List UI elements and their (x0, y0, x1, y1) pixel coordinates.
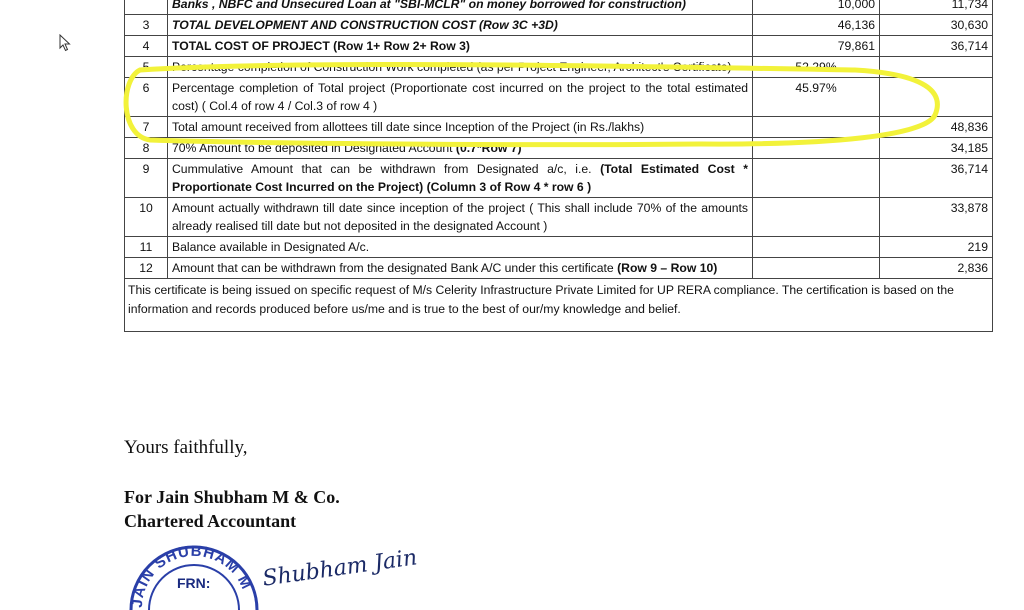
table-row (125, 0, 993, 15)
row-description: Amount actually withdrawn till date since inception of the project ( This shall include 70% of the amounts already realised till date but not deposited in the designated Account ) (168, 198, 753, 237)
row-value-incurred: 34,185 (880, 138, 993, 159)
table-row (125, 36, 993, 57)
row-value-incurred: 48,836 (880, 117, 993, 138)
table-row (125, 198, 993, 237)
row-value-incurred: 36,714 (880, 159, 993, 198)
table-row (125, 237, 993, 258)
row-number: 8 (125, 138, 168, 159)
firm-name: For Jain Shubham M & Co. (124, 487, 340, 507)
stamp-frn-label: FRN: (177, 575, 211, 591)
table-row (125, 159, 993, 198)
row-number: 12 (125, 258, 168, 279)
stamp-ring-text: JAIN SHUBHAM M (128, 542, 256, 609)
row-number: 11 (125, 237, 168, 258)
row-number: 7 (125, 117, 168, 138)
row-value-incurred: 2,836 (880, 258, 993, 279)
row-value-estimated: 10,000 (753, 0, 880, 15)
row-value-estimated (753, 198, 880, 237)
cost-certificate-table (124, 0, 993, 332)
row-formula: (0.7*Row 7) (455, 141, 522, 155)
row-value-estimated (753, 258, 880, 279)
row-number: 3 (125, 15, 168, 36)
row-value-estimated: 46,136 (753, 15, 880, 36)
row-description: Total amount received from allottees till date since Inception of the Project (in Rs./lakhs) (168, 117, 753, 138)
row-description-text: Cummulative Amount that can be withdrawn from Designated a/c, i.e. (172, 162, 601, 176)
row-value-incurred (880, 78, 993, 117)
row-number: 4 (125, 36, 168, 57)
row-value-estimated (753, 159, 880, 198)
row-description (168, 138, 753, 159)
table-row (125, 117, 993, 138)
firm-signature-block (124, 485, 340, 533)
row-value-estimated: 79,861 (753, 36, 880, 57)
row-description-text: Amount that can be withdrawn from the designated Bank A/C under this certificate (172, 261, 618, 275)
row-number: 6 (125, 78, 168, 117)
firm-designation: Chartered Accountant (124, 511, 297, 531)
row-description-text: 70% Amount to be deposited in Designated Account (172, 141, 456, 155)
row-number: 9 (125, 159, 168, 198)
row-description (168, 258, 753, 279)
row-description: TOTAL DEVELOPMENT AND CONSTRUCTION COST (Row 3C +3D) (168, 15, 753, 36)
table-row (125, 15, 993, 36)
row-value-estimated: 45.97% (753, 78, 880, 117)
mouse-cursor-icon (59, 34, 71, 52)
row-value-incurred: 30,630 (880, 15, 993, 36)
row-value-incurred: 33,878 (880, 198, 993, 237)
row-description (168, 159, 753, 198)
certificate-note-row (125, 279, 993, 332)
row-formula: (Total Estimated Cost * Proportionate Cost Incurred on the Project) (Column 3 of Row 4 * row 6 ) (172, 162, 749, 194)
row-description: Percentage completion of Construction Work completed (as per Project Engineer, Architect's Certificate) (168, 57, 753, 78)
table-row (125, 78, 993, 117)
row-value-incurred: 11,734 (880, 0, 993, 15)
row-value-estimated: 52.29% (753, 57, 880, 78)
row-value-incurred: 219 (880, 237, 993, 258)
row-description: Percentage completion of Total project (Proportionate cost incurred on the project to the total estimated cost) ( Col.4 of row 4 / Col.3 of row 4 ) (168, 78, 753, 117)
table-row (125, 258, 993, 279)
row-number (125, 0, 168, 15)
certificate-note: This certificate is being issued on specific request of M/s Celerity Infrastructure Private Limited for UP RERA compliance. The certification is based on the information and records produced before us/me and is true to the best of our/my knowledge and belief. (125, 279, 993, 332)
table-row (125, 57, 993, 78)
closing-salutation: Yours faithfully, (124, 437, 248, 458)
row-value-estimated (753, 138, 880, 159)
row-number: 10 (125, 198, 168, 237)
row-value-estimated (753, 237, 880, 258)
handwritten-signature: Shubham Jain (261, 545, 419, 592)
table-row (125, 138, 993, 159)
row-formula: (Row 9 – Row 10) (617, 261, 718, 275)
row-value-incurred: 36,714 (880, 36, 993, 57)
row-value-incurred (880, 57, 993, 78)
row-description: Balance available in Designated A/c. (168, 237, 753, 258)
row-description: TOTAL COST OF PROJECT (Row 1+ Row 2+ Row 3) (168, 36, 753, 57)
row-value-estimated (753, 117, 880, 138)
row-number: 5 (125, 57, 168, 78)
row-description: Banks , NBFC and Unsecured Loan at "SBI-MCLR" on money borrowed for construction) (168, 0, 753, 15)
